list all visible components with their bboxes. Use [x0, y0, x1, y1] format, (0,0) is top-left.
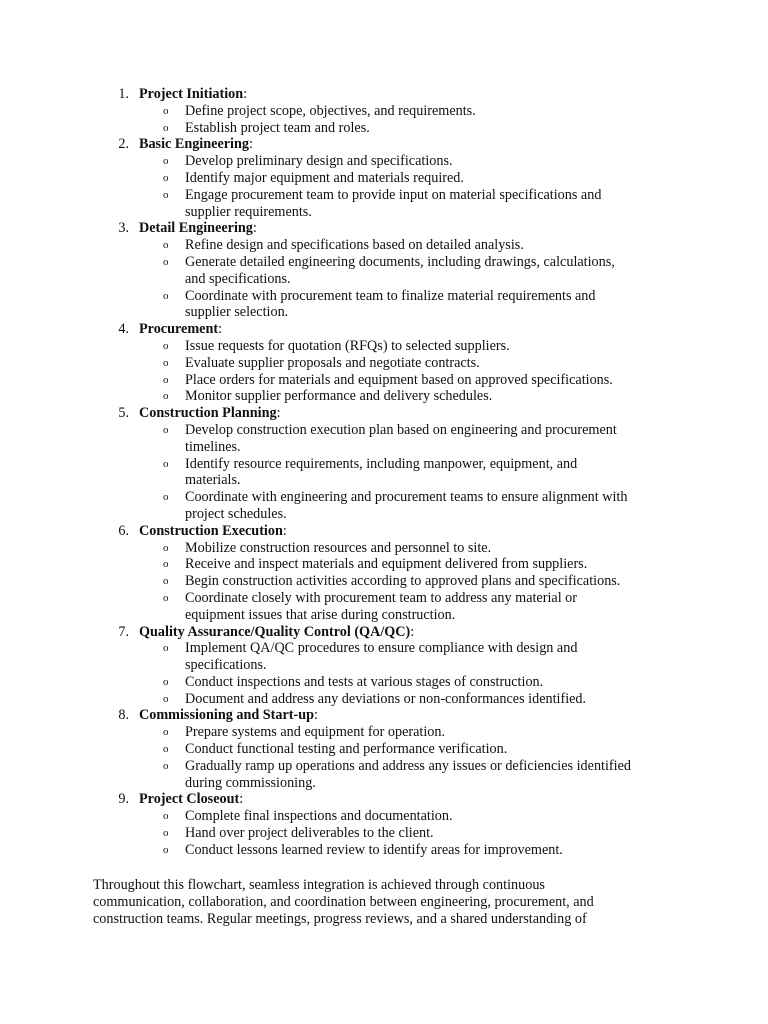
- task-text-line: Mobilize construction resources and personnel to site.: [185, 539, 492, 556]
- phase-title: Procurement: [139, 321, 219, 338]
- task-text-line: Engage procurement team to provide input on material specifications and: [185, 186, 602, 203]
- task-list: [93, 724, 693, 791]
- task-item: [93, 288, 693, 322]
- phase-title: Quality Assurance/Quality Control (QA/QC): [139, 623, 411, 640]
- task-item: [93, 741, 693, 758]
- task-list: [93, 540, 693, 624]
- task-text-line: Document and address any deviations or non-conformances identified.: [185, 690, 587, 707]
- hollow-bullet-icon: o: [163, 642, 169, 655]
- phase-number: 5.: [118, 405, 129, 422]
- phase-title: Commissioning and Start-up: [139, 707, 315, 724]
- title-colon: :: [218, 321, 223, 338]
- phase-heading: [93, 86, 693, 103]
- phase-item: [93, 707, 693, 791]
- phase-heading: [93, 791, 693, 808]
- title-colon: :: [243, 86, 248, 102]
- task-list: [93, 338, 693, 405]
- hollow-bullet-icon: o: [163, 558, 169, 571]
- task-text-line: Establish project team and roles.: [185, 119, 370, 136]
- phase-number: 3.: [118, 220, 129, 237]
- task-item: [93, 808, 693, 825]
- task-text-line: Identify major equipment and materials required.: [185, 169, 464, 186]
- task-list: [93, 103, 693, 137]
- phase-number: 4.: [118, 321, 129, 338]
- task-item: [93, 338, 693, 355]
- task-item: [93, 372, 693, 389]
- task-item: [93, 640, 693, 674]
- task-item: [93, 237, 693, 254]
- task-text-line: Coordinate closely with procurement team to address any material or: [185, 589, 577, 606]
- phase-number: 9.: [118, 791, 129, 808]
- phase-title: Detail Engineering: [139, 220, 253, 237]
- phase-heading: [93, 136, 693, 153]
- phase-heading: [93, 523, 693, 540]
- phase-item: [93, 220, 693, 321]
- hollow-bullet-icon: o: [163, 743, 169, 756]
- phase-item: [93, 791, 693, 858]
- task-item: [93, 674, 693, 691]
- task-text-line: during commissioning.: [185, 774, 316, 791]
- hollow-bullet-icon: o: [163, 390, 169, 403]
- title-colon: :: [239, 791, 244, 808]
- task-text-line: materials.: [185, 472, 241, 489]
- task-text-line: Issue requests for quotation (RFQs) to selected suppliers.: [185, 337, 510, 354]
- task-item: [93, 724, 693, 741]
- phase-heading: [93, 220, 693, 237]
- hollow-bullet-icon: o: [163, 726, 169, 739]
- task-text-line: Hand over project deliverables to the client.: [185, 825, 434, 842]
- title-colon: :: [410, 623, 415, 640]
- task-list: [93, 640, 693, 707]
- task-text-line: Identify resource requirements, including manpower, equipment, and: [185, 455, 578, 472]
- task-text-line: timelines.: [185, 438, 241, 455]
- phase-item: [93, 86, 693, 136]
- hollow-bullet-icon: o: [163, 675, 169, 688]
- hollow-bullet-icon: o: [163, 541, 169, 554]
- title-colon: :: [248, 136, 253, 153]
- phase-item: [93, 523, 693, 624]
- task-text-line: specifications.: [185, 657, 267, 674]
- hollow-bullet-icon: o: [163, 457, 169, 470]
- task-item: [93, 842, 693, 859]
- task-item: [93, 355, 693, 372]
- hollow-bullet-icon: o: [163, 575, 169, 588]
- phase-heading: [93, 321, 693, 338]
- hollow-bullet-icon: o: [163, 827, 169, 840]
- paragraph-line: communication, collaboration, and coordination between engineering, procurement, and: [93, 893, 594, 910]
- task-text-line: Coordinate with procurement team to finalize material requirements and: [185, 287, 596, 304]
- task-list: [93, 808, 693, 858]
- phase-number: 1.: [118, 86, 129, 102]
- phase-number: 8.: [118, 707, 129, 724]
- hollow-bullet-icon: o: [163, 591, 169, 604]
- hollow-bullet-icon: o: [163, 373, 169, 386]
- task-item: [93, 187, 693, 221]
- task-text-line: Complete final inspections and documentation.: [185, 808, 453, 825]
- phase-title: Basic Engineering: [139, 136, 249, 153]
- hollow-bullet-icon: o: [163, 692, 169, 705]
- paragraph-line: construction teams. Regular meetings, progress reviews, and a shared understanding of: [93, 910, 587, 927]
- task-text-line: Coordinate with engineering and procurement teams to ensure alignment with: [185, 489, 628, 506]
- hollow-bullet-icon: o: [163, 188, 169, 201]
- task-item: [93, 254, 693, 288]
- task-text-line: Begin construction activities according to approved plans and specifications.: [185, 573, 621, 590]
- hollow-bullet-icon: o: [163, 104, 169, 117]
- task-text-line: Develop preliminary design and specifications.: [185, 153, 453, 170]
- phase-title: Project Initiation: [139, 86, 244, 102]
- phase-item: [93, 321, 693, 405]
- title-colon: :: [276, 405, 281, 422]
- hollow-bullet-icon: o: [163, 843, 169, 856]
- phase-number: 7.: [118, 623, 129, 640]
- title-colon: :: [252, 220, 257, 237]
- task-text-line: Monitor supplier performance and delivery schedules.: [185, 388, 493, 405]
- task-item: [93, 590, 693, 624]
- hollow-bullet-icon: o: [163, 239, 169, 252]
- phase-heading: [93, 624, 693, 641]
- task-item: [93, 388, 693, 405]
- task-text-line: Receive and inspect materials and equipment delivered from suppliers.: [185, 556, 588, 573]
- phase-number: 2.: [118, 136, 129, 153]
- phase-item: [93, 136, 693, 220]
- task-text-line: project schedules.: [185, 505, 287, 522]
- phase-title: Construction Planning: [139, 405, 277, 422]
- task-text-line: equipment issues that arise during construction.: [185, 606, 456, 623]
- hollow-bullet-icon: o: [163, 255, 169, 268]
- task-item: [93, 456, 693, 490]
- task-item: [93, 170, 693, 187]
- task-text-line: supplier selection.: [185, 304, 289, 321]
- task-item: [93, 422, 693, 456]
- task-item: [93, 153, 693, 170]
- task-item: [93, 825, 693, 842]
- title-colon: :: [314, 707, 318, 724]
- hollow-bullet-icon: o: [163, 289, 169, 302]
- phase-item: [93, 624, 693, 708]
- phase-title: Construction Execution: [139, 522, 283, 539]
- task-list: [93, 153, 693, 220]
- phase-list: [93, 86, 693, 859]
- phase-title: Project Closeout: [139, 791, 240, 808]
- task-item: [93, 691, 693, 708]
- task-text-line: Conduct inspections and tests at various stages of construction.: [185, 673, 544, 690]
- task-item: [93, 573, 693, 590]
- title-colon: :: [282, 522, 287, 539]
- phase-heading: [93, 707, 693, 724]
- phase-heading: [93, 405, 693, 422]
- task-text-line: Refine design and specifications based on detailed analysis.: [185, 237, 524, 254]
- task-text-line: Prepare systems and equipment for operation.: [185, 724, 446, 741]
- hollow-bullet-icon: o: [163, 356, 169, 369]
- task-text-line: Conduct lessons learned review to identify areas for improvement.: [185, 841, 563, 858]
- task-text-line: Evaluate supplier proposals and negotiate contracts.: [185, 354, 480, 371]
- task-item: [93, 758, 693, 792]
- hollow-bullet-icon: o: [163, 121, 169, 134]
- hollow-bullet-icon: o: [163, 171, 169, 184]
- task-text-line: Develop construction execution plan based on engineering and procurement: [185, 421, 617, 438]
- hollow-bullet-icon: o: [163, 759, 169, 772]
- hollow-bullet-icon: o: [163, 491, 169, 504]
- task-text-line: Place orders for materials and equipment based on approved specifications.: [185, 371, 613, 388]
- task-text-line: Gradually ramp up operations and address any issues or deficiencies identified: [185, 757, 631, 774]
- task-text-line: Conduct functional testing and performance verification.: [185, 741, 508, 758]
- hollow-bullet-icon: o: [163, 339, 169, 352]
- hollow-bullet-icon: o: [163, 810, 169, 823]
- paragraph-line: Throughout this flowchart, seamless integration is achieved through continuous: [93, 877, 545, 893]
- task-item: [93, 556, 693, 573]
- task-text-line: and specifications.: [185, 270, 291, 287]
- task-item: [93, 103, 693, 120]
- phase-item: [93, 405, 693, 523]
- task-text-line: Define project scope, objectives, and requirements.: [185, 102, 476, 119]
- task-text-line: supplier requirements.: [185, 203, 312, 220]
- hollow-bullet-icon: o: [163, 155, 169, 168]
- closing-paragraph: [93, 877, 653, 927]
- hollow-bullet-icon: o: [163, 423, 169, 436]
- task-text-line: Generate detailed engineering documents, including drawings, calculations,: [185, 253, 615, 270]
- phase-number: 6.: [118, 522, 129, 539]
- task-list: [93, 237, 693, 321]
- task-item: [93, 489, 693, 523]
- task-list: [93, 422, 693, 523]
- task-item: [93, 120, 693, 137]
- task-item: [93, 540, 693, 557]
- task-text-line: Implement QA/QC procedures to ensure compliance with design and: [185, 640, 578, 657]
